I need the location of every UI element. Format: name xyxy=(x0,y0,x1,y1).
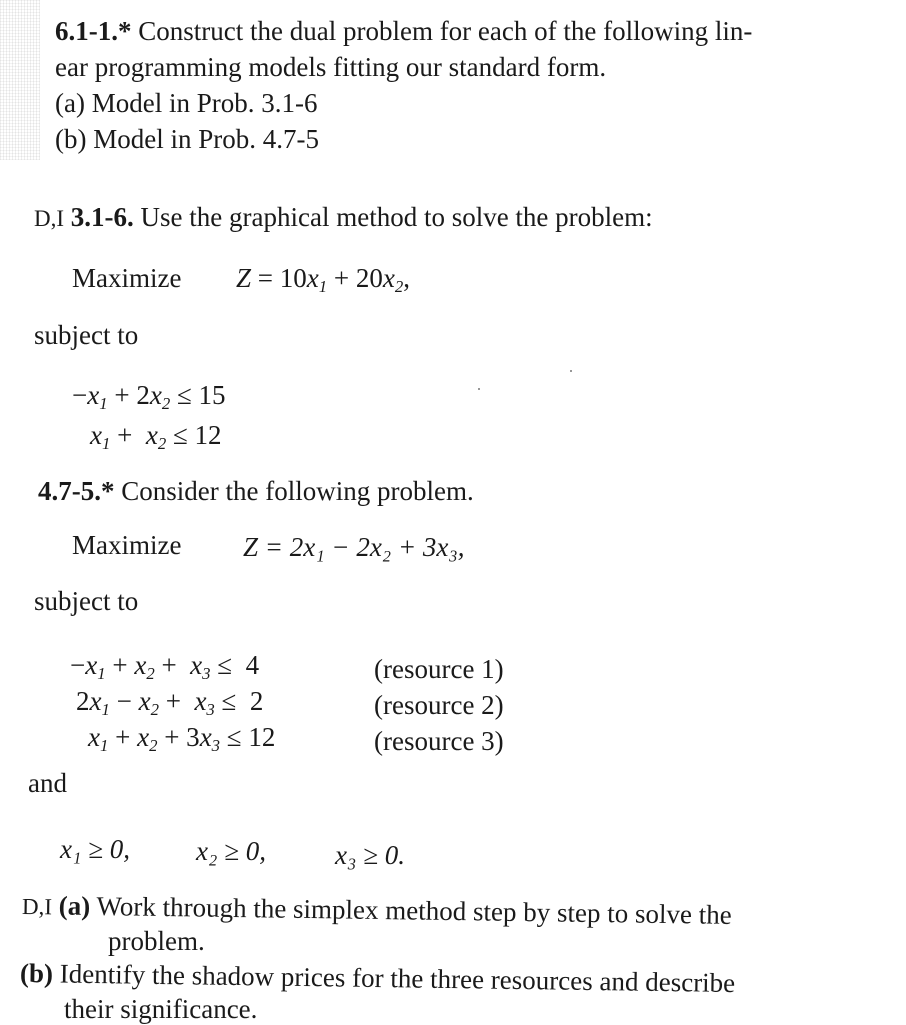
subject-to-label: subject to xyxy=(34,586,139,616)
constraint-rhs: 2 xyxy=(249,686,264,716)
part-a-line1 xyxy=(22,890,732,931)
objective-function: $Z = 10x_1 + 20x_2$, xyxy=(236,263,410,297)
part-text: Model in Prob. 4.7-5 xyxy=(86,124,319,154)
constraint-rhs: 12 xyxy=(248,722,276,752)
problem-number: 6.1-1.* xyxy=(55,16,132,46)
coefficient: 10 xyxy=(279,263,307,293)
problem-text: Use the graphical method to solve the problem: xyxy=(133,202,653,232)
part-label: (b) xyxy=(55,124,87,154)
resource-label-3: (resource 3) xyxy=(374,726,504,756)
nonneg-x1: x₁ ≥ 0, xyxy=(60,834,130,864)
problem-number: 4.7-5.* xyxy=(38,476,115,506)
problem-6-1-1-line1 xyxy=(55,16,752,47)
part-label: (a) xyxy=(55,88,85,118)
constraint-rhs: ≤ 15 xyxy=(170,380,226,410)
part-text: Work through the simplex method step by step to solve the xyxy=(90,890,732,930)
objective-function: Z = 2x₁ − 2x₂ + 3x₃, xyxy=(243,532,465,562)
problem-4-7-5-heading xyxy=(38,476,474,507)
part-b xyxy=(55,124,319,155)
objective-z: Z xyxy=(236,263,252,293)
scan-speck xyxy=(478,388,480,390)
equals-sign: = xyxy=(251,263,280,293)
constraint-1: $-x_1 + x_2 + x_3 \le 4$ xyxy=(70,650,260,684)
subject-to-label: subject to xyxy=(34,320,139,350)
part-b-line2: their significance. xyxy=(64,994,258,1024)
punctuation: , xyxy=(403,263,410,293)
problem-6-1-1-line2 xyxy=(55,52,606,83)
and-label: and xyxy=(28,768,67,798)
problem-text: Consider the following problem. xyxy=(114,476,474,506)
problem-number: 3.1-6. xyxy=(70,202,134,232)
di-tag: D,I xyxy=(34,206,65,231)
maximize-label: Maximize xyxy=(72,263,182,293)
di-tag: D,I xyxy=(21,894,53,920)
part-label: (a) xyxy=(58,890,91,921)
scan-speck xyxy=(570,370,572,372)
resource-label-1: (resource 1) xyxy=(374,654,504,684)
part-a-line2: problem. xyxy=(108,926,205,956)
maximize-label: Maximize xyxy=(72,530,182,560)
constraint-2: $x_1 + x_2 \le 12$ xyxy=(90,420,222,454)
problem-text: ear programming models fitting our standard form. xyxy=(55,52,607,82)
part-label: (b) xyxy=(19,958,54,989)
constraint-rhs: 4 xyxy=(245,650,260,680)
part-b-line1 xyxy=(20,958,736,999)
scan-artifact xyxy=(0,0,40,160)
problem-text: Construct the dual problem for each of the following lin- xyxy=(131,16,753,46)
constraint-3: $x_1 + x_2 + 3x_3 \le 12$ xyxy=(88,722,276,756)
minus-sign: − xyxy=(72,380,88,410)
nonneg-x3: x₃ ≥ 0. xyxy=(335,840,405,870)
part-text: Identify the shadow prices for the three resources and describe xyxy=(52,958,736,998)
part-text: Model in Prob. 3.1-6 xyxy=(84,88,318,118)
resource-label-2: (resource 2) xyxy=(374,690,504,720)
constraint-1: $-x_1 + 2x_2 \le 15$ xyxy=(72,380,226,414)
nonneg-x2: x₂ ≥ 0, xyxy=(196,836,266,866)
problem-3-1-6-heading xyxy=(34,202,653,233)
plus-sign: + xyxy=(327,263,356,293)
constraint-rhs: ≤ 12 xyxy=(166,420,222,450)
coefficient: 20 xyxy=(355,263,383,293)
constraint-2: $2x_1 - x_2 + x_3 \le 2$ xyxy=(76,686,264,720)
part-a xyxy=(55,88,317,119)
